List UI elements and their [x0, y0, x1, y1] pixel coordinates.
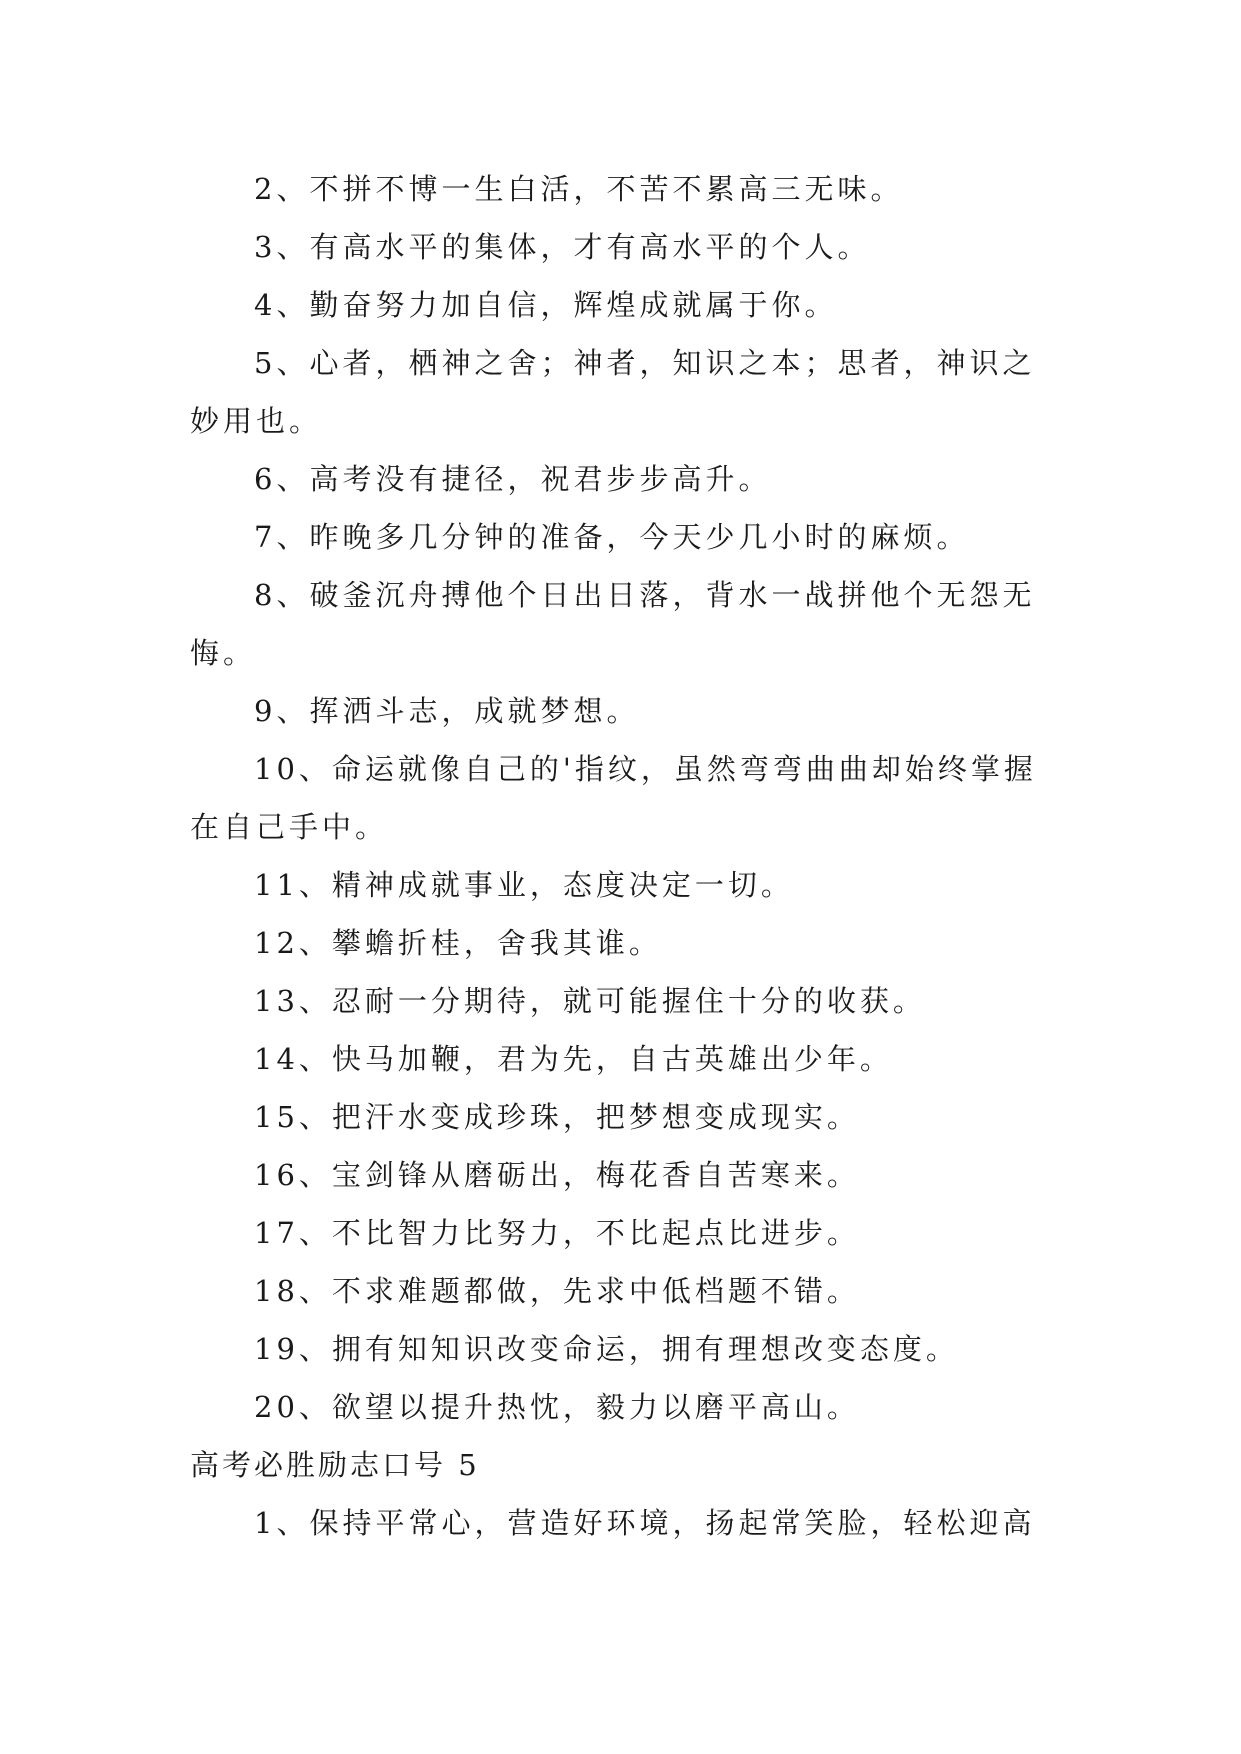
document-body: [190, 160, 1050, 1552]
slogan-line: 5、心者，栖神之舍；神者，知识之本；思者，神识之: [254, 346, 1036, 380]
slogan-line: 12、攀蟾折桂，舍我其谁。: [254, 926, 662, 960]
slogan-line-continuation: 在自己手中。: [190, 810, 389, 844]
slogan-line: 13、忍耐一分期待，就可能握住十分的收获。: [254, 984, 926, 1018]
slogan-line: 18、不求难题都做，先求中低档题不错。: [254, 1274, 860, 1308]
section-heading: 高考必胜励志口号 5: [190, 1448, 480, 1482]
slogan-line: 11、精神成就事业，态度决定一切。: [254, 868, 794, 902]
slogan-line: 8、破釜沉舟搏他个日出日落，背水一战拼他个无怨无: [254, 578, 1036, 612]
slogan-line-continuation: 妙用也。: [190, 404, 323, 438]
slogan-line: 4、勤奋努力加自信，辉煌成就属于你。: [254, 288, 838, 322]
slogan-line: 9、挥洒斗志，成就梦想。: [254, 694, 640, 728]
slogan-line: 2、不拼不博一生白活，不苦不累高三无味。: [254, 172, 904, 206]
slogan-line: 6、高考没有捷径，祝君步步高升。: [254, 462, 772, 496]
slogan-line: 16、宝剑锋从磨砺出，梅花香自苦寒来。: [254, 1158, 860, 1192]
slogan-line: 10、命运就像自己的'指纹，虽然弯弯曲曲却始终掌握: [254, 752, 1037, 786]
slogan-line: 3、有高水平的集体，才有高水平的个人。: [254, 230, 871, 264]
slogan-line: 19、拥有知知识改变命运，拥有理想改变态度。: [254, 1332, 959, 1366]
slogan-line: 15、把汗水变成珍珠，把梦想变成现实。: [254, 1100, 860, 1134]
slogan-line: 20、欲望以提升热忱，毅力以磨平高山。: [254, 1390, 860, 1424]
slogan-line: 7、昨晚多几分钟的准备，今天少几小时的麻烦。: [254, 520, 970, 554]
slogan-line-continuation: 悔。: [190, 636, 257, 670]
slogan-line: 1、保持平常心，营造好环境，扬起常笑脸，轻松迎高: [254, 1506, 1036, 1540]
slogan-line: 14、快马加鞭，君为先，自古英雄出少年。: [254, 1042, 893, 1076]
slogan-line: 17、不比智力比努力，不比起点比进步。: [254, 1216, 860, 1250]
